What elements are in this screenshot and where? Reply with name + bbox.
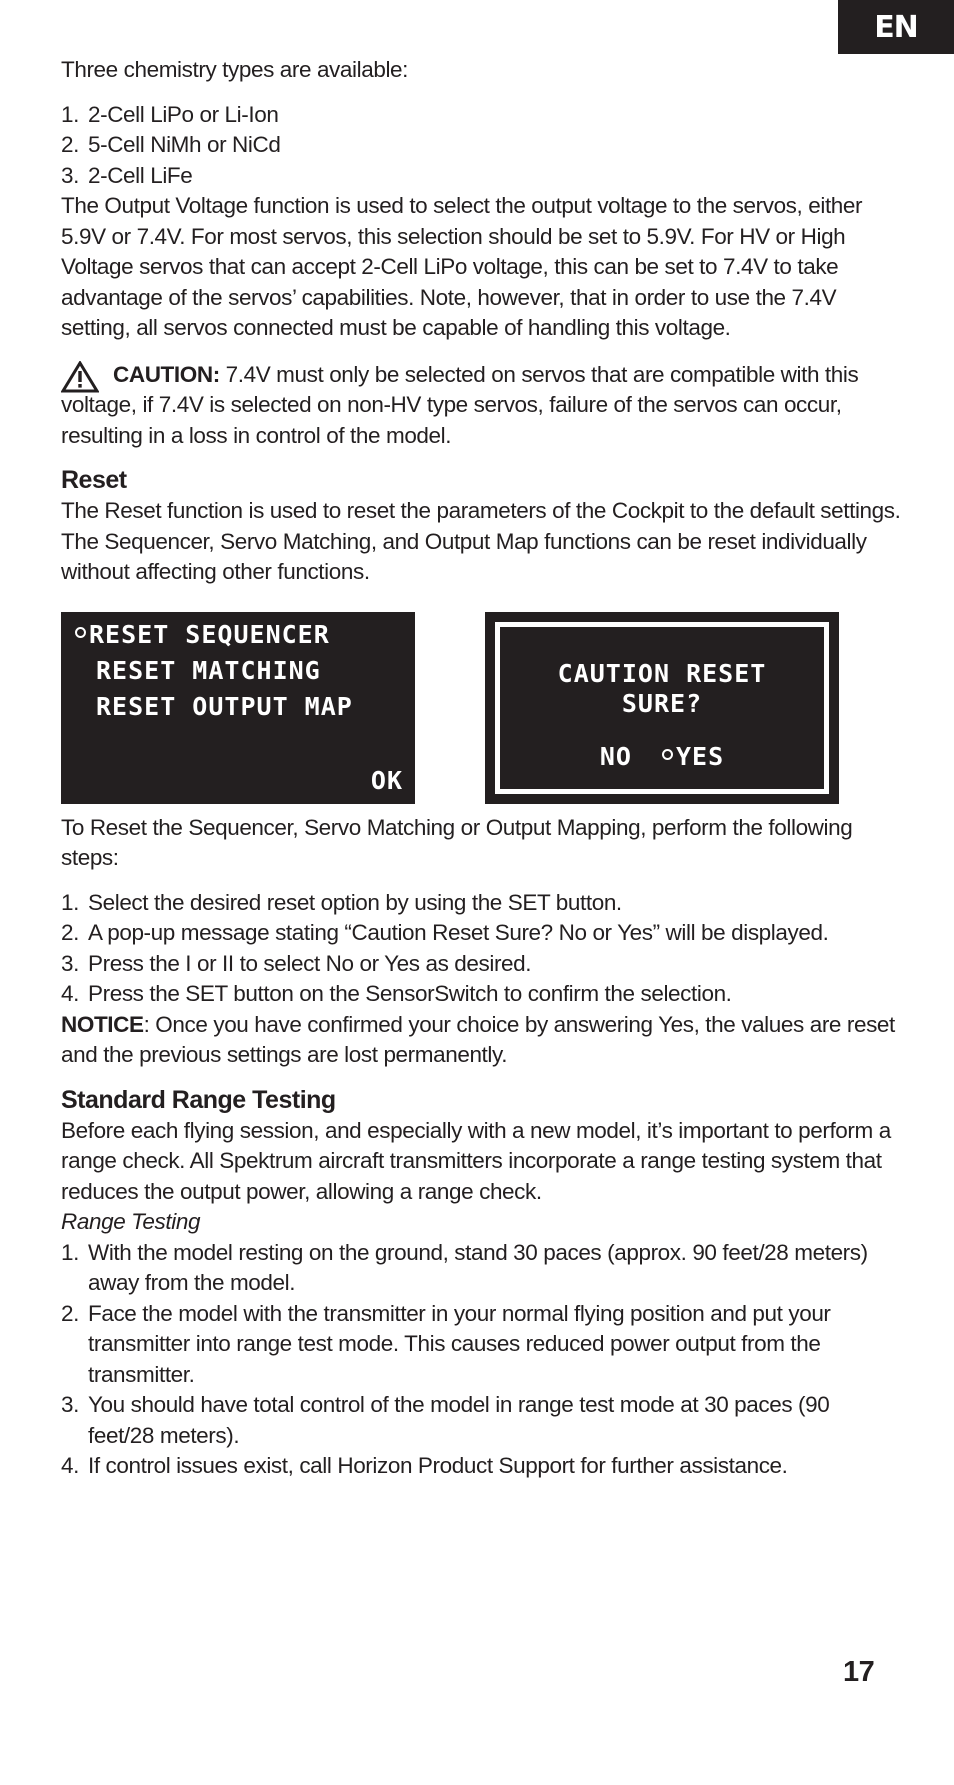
selection-dot-icon: [662, 749, 673, 760]
confirm-choices: [500, 742, 824, 772]
menu-item-reset-sequencer: RESET SEQUENCER: [75, 620, 330, 650]
notice-paragraph: [61, 1010, 901, 1071]
list-item: [61, 979, 901, 1010]
list-item: [61, 100, 901, 131]
caution-label: CAUTION:: [113, 361, 220, 387]
confirm-line-1: CAUTION RESET: [557, 658, 767, 688]
list-item: [61, 161, 901, 192]
list-text: Press the SET button on the SensorSwitch to confirm the selection.: [88, 981, 732, 1006]
list-text: 2-Cell LiFe: [88, 162, 193, 188]
choice-no: NO: [599, 741, 632, 771]
list-number: 1.: [61, 1239, 79, 1265]
list-text: Select the desired reset option by using the SET button.: [88, 889, 622, 915]
reset-steps-intro: To Reset the Sequencer, Servo Matching or Output Mapping, perform the following steps:: [61, 814, 853, 870]
list-number: 4.: [61, 1453, 79, 1478]
list-item: [61, 1451, 901, 1482]
list-item: [61, 918, 901, 949]
list-number: 3.: [61, 950, 79, 976]
confirm-frame: [495, 622, 829, 794]
list-item: [61, 1238, 901, 1299]
reset-heading: Reset: [61, 466, 127, 494]
list-text: You should have total control of the model in range test mode at 30 paces (90 feet/28 meters).: [88, 1392, 830, 1448]
reset-steps-list: [61, 888, 901, 1010]
chemistry-intro: Three chemistry types are available:: [61, 57, 409, 82]
list-text: 5-Cell NiMh or NiCd: [88, 132, 281, 157]
caution-text: 7.4V must only be selected on servos that are compatible with this voltage, if 7.4V is selected on non-HV type servos, failure of the servos can occur, resulting in a loss in control of the model.: [61, 361, 859, 448]
caution-paragraph: [61, 360, 901, 452]
warning-triangle-icon: [61, 361, 99, 393]
language-tab: EN: [838, 0, 954, 54]
chemistry-list: [61, 100, 901, 192]
range-testing-subheading: Range Testing: [61, 1209, 201, 1234]
list-number: 3.: [61, 1392, 79, 1417]
list-item: [61, 130, 901, 161]
list-text: Press the I or II to select No or Yes as desired.: [88, 950, 532, 976]
list-number: 2.: [61, 920, 79, 945]
lcd-screens: [61, 612, 901, 804]
list-number: 2.: [61, 1300, 79, 1326]
choice-yes: YES: [675, 741, 725, 771]
list-number: 4.: [61, 981, 79, 1006]
notice-text: : Once you have confirmed your choice by answering Yes, the values are reset and the previous settings are lost permanently.: [61, 1011, 895, 1067]
range-testing-list: [61, 1238, 901, 1482]
list-item: [61, 1390, 901, 1451]
list-text: With the model resting on the ground, stand 30 paces (approx. 90 feet/28 meters) away from the model.: [88, 1239, 868, 1295]
notice-label: NOTICE: [61, 1011, 144, 1037]
page-content: [61, 55, 901, 1482]
ok-label: OK: [370, 765, 403, 795]
list-number: 1.: [61, 101, 79, 127]
selection-dot-icon: [75, 627, 86, 638]
output-voltage-paragraph: The Output Voltage function is used to select the output voltage to the servos, either 5.9V or 7.4V. For most servos, this selection should be set to 5.9V. For HV or High Voltage servos that can accept 2-Cell LiPo voltage, this can be set to 7.4V to take advantage of the servos’ capabilities. Note, however, that in order to use the 7.4V setting, all servos connected must be capable of handling this voltage.: [61, 193, 863, 340]
list-text: 2-Cell LiPo or Li-Ion: [88, 101, 279, 127]
range-testing-paragraph: Before each flying session, and especially with a new model, it’s important to perform a range check. All Spektrum aircraft transmitters incorporate a range testing system that reduces the output power, allowing a range check.: [61, 1117, 891, 1204]
list-item: [61, 888, 901, 919]
list-number: 2.: [61, 132, 79, 157]
list-number: 3.: [61, 162, 79, 188]
reset-paragraph: The Reset function is used to reset the parameters of the Cockpit to the default settings. The Sequencer, Servo Matching, and Output Map functions can be reset individually without affecting other functions.: [61, 498, 901, 584]
list-item: [61, 1299, 901, 1391]
confirm-line-2: SURE?: [621, 688, 703, 718]
list-number: 1.: [61, 889, 79, 915]
reset-confirm-screen: [485, 612, 839, 804]
reset-menu-screen: [61, 612, 415, 804]
list-text: If control issues exist, call Horizon Product Support for further assistance.: [88, 1453, 788, 1478]
list-item: [61, 949, 901, 980]
range-testing-heading: Standard Range Testing: [61, 1085, 336, 1114]
page-number: 17: [843, 1656, 875, 1688]
list-text: Face the model with the transmitter in your normal flying position and put your transmitter into range test mode. This causes reduced power output from the transmitter.: [88, 1300, 831, 1387]
menu-item-reset-output-map: RESET OUTPUT MAP: [96, 691, 353, 721]
list-text: A pop-up message stating “Caution Reset Sure? No or Yes” will be displayed.: [88, 920, 829, 945]
menu-item-reset-matching: RESET MATCHING: [96, 655, 321, 685]
